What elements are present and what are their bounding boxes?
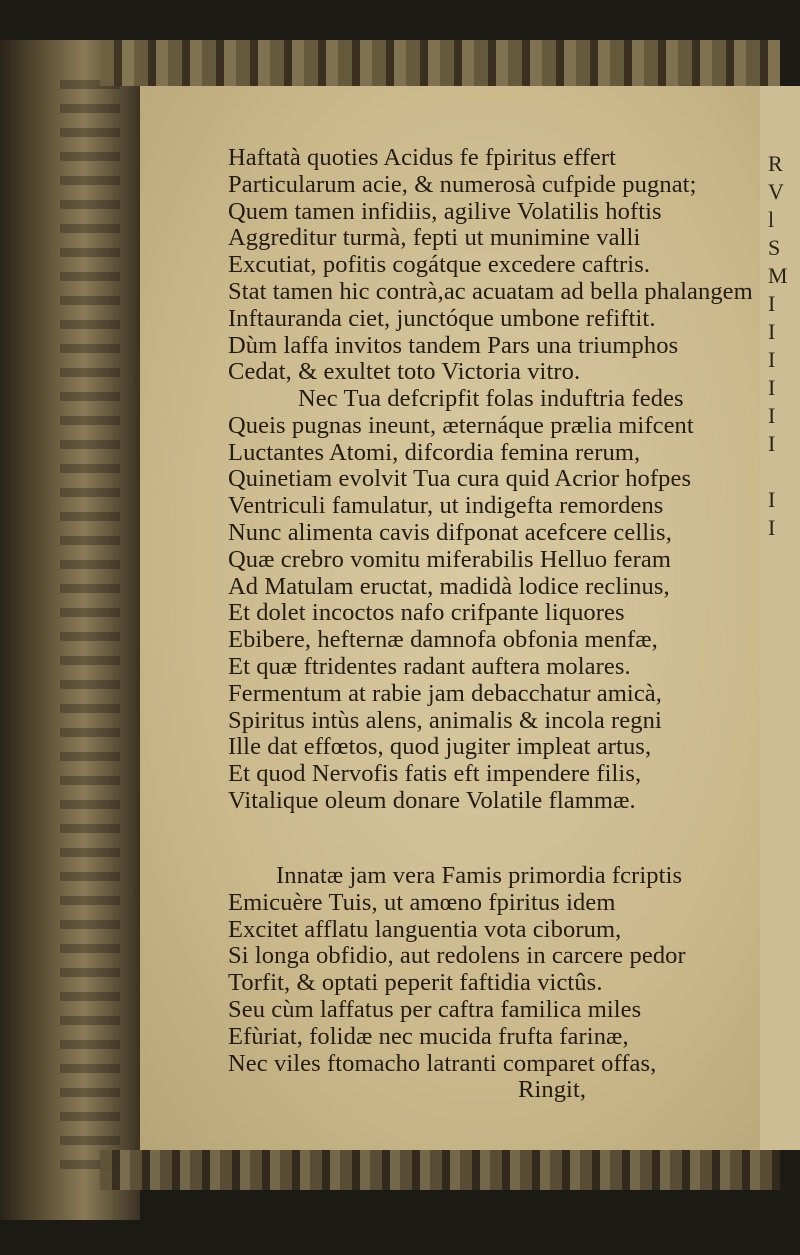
top-ornament-border	[100, 40, 780, 86]
verse-line: Si longa obfidio, aut redolens in carcere pedor	[228, 942, 686, 970]
verse-line: Excutiat, pofitis cogátque excedere caftris.	[228, 251, 651, 279]
verse-line: Seu cùm laffatus per caftra familica miles	[228, 995, 642, 1023]
stanza-2	[228, 386, 748, 815]
verse-line: Quem tamen infidiis, agilive Volatilis hoftis	[228, 197, 662, 225]
verse-line: Nec Tua defcripfit folas induftria fedes	[298, 385, 684, 412]
verse-line: Spiritus intùs alens, animalis & incola regni	[228, 706, 662, 734]
bottom-ornament-border	[100, 1150, 780, 1190]
verse-line: Cedat, & exultet toto Victoria vitro.	[228, 358, 581, 386]
opposite-page-text	[60, 80, 120, 1180]
verse-line: Vitalique oleum donare Volatile flammæ.	[228, 786, 636, 814]
verse-line: Et dolet incoctos nafo crifpante liquores	[228, 599, 625, 627]
verse-line: Fermentum at rabie jam debacchatur amicà,	[228, 679, 663, 707]
stanza-1	[228, 144, 753, 386]
verse-line: Stat tamen hic contrà,ac acuatam ad bella phalangem	[228, 277, 753, 305]
verse-line: Torfit, & optati peperit faftidia victûs.	[228, 969, 603, 997]
verse-line: Innatæ jam vera Famis primordia fcriptis	[276, 862, 683, 889]
verse-line: Aggreditur turmà, fepti ut munimine valli	[228, 224, 641, 252]
verse-line: Luctantes Atomi, difcordia femina rerum,	[228, 438, 641, 466]
verse-line: Ebibere, hefternæ damnofa obfonia menfæ,	[228, 626, 658, 654]
verse-line: Excitet afflatu languentia vota ciborum,	[228, 915, 622, 943]
verse-line: Quinetiam evolvit Tua cura quid Acrior hofpes	[228, 465, 692, 493]
verse-line: Inftauranda ciet, junctóque umbone refiftit.	[228, 304, 656, 332]
verse-line: Emicuère Tuis, ut amœno fpiritus idem	[228, 888, 616, 916]
next-column-fragments: R V l S M I I I I I I I I	[768, 151, 788, 540]
verse-line: Ventriculi famulatur, ut indigefta remordens	[228, 492, 664, 520]
verse-line: Ille dat effœtos, quod jugiter impleat artus,	[228, 733, 652, 761]
verse-line: Nec viles ftomacho latranti comparet offas,	[228, 1049, 657, 1077]
stanza-3	[228, 863, 748, 1104]
verse-line: Particularum acie, & numerosà cufpide pugnat;	[228, 170, 697, 198]
verse-line: Dùm laffa invitos tandem Pars una triumphos	[228, 331, 679, 359]
verse-line: Et quæ ftridentes radant auftera molares.	[228, 652, 631, 680]
catchword: Ringit,	[518, 1076, 587, 1104]
verse-line: Queis pugnas ineunt, æternáque prælia mifcent	[228, 411, 694, 439]
verse-line: Quæ crebro vomitu miferabilis Helluo feram	[228, 545, 672, 573]
verse-line: Ad Matulam eructat, madidà lodice reclinus,	[228, 572, 670, 600]
verse-line: Nunc alimenta cavis difponat acefcere cellis,	[228, 518, 672, 546]
verse-line: Et quod Nervofis fatis eft impendere filis,	[228, 760, 642, 788]
verse-line: Efùriat, folidæ nec mucida frufta farinæ,	[228, 1022, 629, 1050]
verse-line: Haftatà quoties Acidus fe fpiritus effert	[228, 144, 617, 171]
